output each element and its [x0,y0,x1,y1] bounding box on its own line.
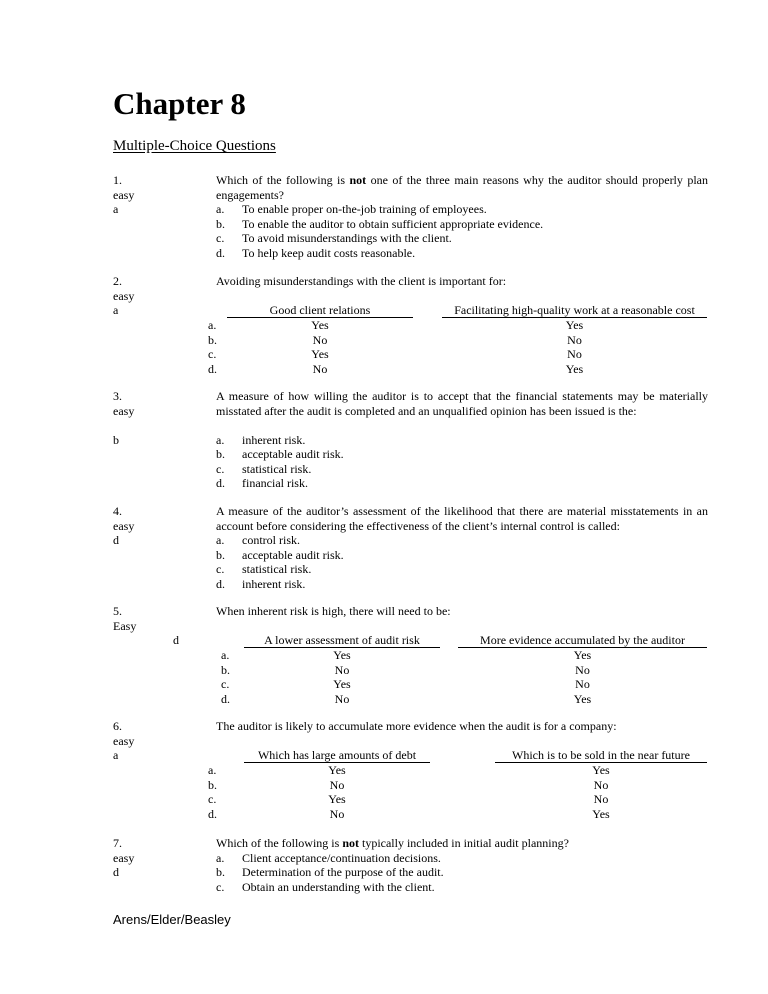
row-letter: d. [208,361,217,376]
question-number: 2. [113,274,122,288]
option: b. acceptable audit risk. [216,547,344,562]
table-cell: Yes [573,691,592,706]
column-header: A lower assessment of audit risk [244,633,440,648]
question-answer: d [173,633,179,647]
question-number: 1. [113,173,122,187]
option: a. Client acceptance/continuation decisions. [216,850,441,865]
section-heading: Multiple-Choice Questions [113,138,276,154]
table-cell: No [334,691,350,706]
question-stem: A measure of the auditor’s assessment of the likelihood that there are material misstatements in an account before considering the effectiveness of the client’s internal control is called: [216,504,708,533]
question-meta [113,173,203,217]
row-letter: c. [221,677,230,691]
table-cell: Yes [328,763,346,777]
row-letter: a. [221,648,230,662]
question-stem: Which of the following is not typically included in initial audit planning? [216,836,569,850]
emphasis: not [349,173,367,187]
page-title: Chapter 8 [113,86,246,121]
question-meta [113,504,203,548]
question-stem: When inherent risk is high, there will need to be: [216,604,451,618]
row-letter: a. [208,318,217,332]
table-cell: Yes [333,677,351,691]
row-letter: c. [208,347,217,361]
question-number: 4. [113,504,122,518]
table-cell: No [575,677,590,691]
question-meta [113,274,203,318]
question-difficulty: Easy [113,618,137,633]
question-answer: a [113,748,119,762]
row-letter: d. [221,691,230,706]
question-answer: d [113,533,119,547]
question-answer: d [113,865,119,879]
table-cell: Yes [311,347,329,361]
column-header: Which has large amounts of debt [244,748,430,763]
question-difficulty: easy [113,187,135,202]
question-stem: Which of the following is not one of the three main reasons why the auditor should properly plan engagements? [216,173,708,202]
table-cell: Yes [328,792,346,806]
table-cell: No [312,332,328,347]
option: c. statistical risk. [216,562,312,576]
option: c. To avoid misunderstandings with the client. [216,231,452,245]
question-number: 3. [113,389,122,403]
question-answer: a [113,303,119,317]
question-number: 5. [113,604,122,618]
question-meta [113,836,203,880]
table-cell: No [567,347,582,361]
question-meta [113,389,203,447]
table-cell: No [329,777,345,792]
option: c. Obtain an understanding with the client. [216,879,435,894]
option: a. inherent risk. [216,432,306,447]
question-meta [113,719,203,763]
table-cell: Yes [573,648,592,662]
table-cell: Yes [565,361,584,376]
table-cell: Yes [333,648,351,662]
page-footer: Arens/Elder/Beasley [113,912,231,927]
option: b. To enable the auditor to obtain sufficient appropriate evidence. [216,216,544,231]
question-stem: The auditor is likely to accumulate more evidence when the audit is for a company: [216,719,617,733]
option-list [216,851,444,895]
question-difficulty: easy [113,403,135,418]
question-difficulty: easy [113,518,135,533]
option: d. To help keep audit costs reasonable. [216,245,416,260]
column-header: More evidence accumulated by the auditor [458,633,707,648]
option: d. inherent risk. [216,576,306,591]
table-cell: Yes [592,763,610,777]
question-meta [113,604,203,633]
question-number: 7. [113,836,122,850]
row-letter: a. [208,763,217,777]
question-answer: b [113,432,119,447]
column-header: Which is to be sold in the near future [495,748,707,763]
question-stem: Avoiding misunderstandings with the client is important for: [216,274,507,288]
question-difficulty: easy [113,733,135,748]
table-cell: Yes [311,318,329,332]
question-answer: a [113,202,119,216]
column-header: Facilitating high-quality work at a reasonable cost [442,303,707,318]
question-number: 6. [113,719,122,733]
row-letter: b. [208,332,217,347]
row-letter: c. [208,792,217,806]
option: a. control risk. [216,533,300,547]
row-letter: d. [208,806,217,821]
table-cell: No [334,662,350,677]
table-cell: No [593,777,609,792]
option: c. statistical risk. [216,461,312,476]
table-cell: No [312,361,328,376]
question-stem: A measure of how willing the auditor is to accept that the financial statements may be materially misstated after the audit is completed and an unqualified opinion has been issued is the: [216,389,708,418]
option-list [216,202,543,260]
option: d. financial risk. [216,476,308,490]
row-letter: b. [221,662,230,677]
question-difficulty: easy [113,850,135,865]
option-list [216,433,344,491]
table-cell: Yes [592,806,610,821]
option-list [216,533,344,591]
table-cell: No [567,332,582,347]
table-cell: No [329,806,345,821]
column-header: Good client relations [227,303,413,318]
emphasis: not [342,836,359,850]
table-cell: Yes [565,318,584,332]
option: a. To enable proper on-the-job training of employees. [216,202,487,216]
question-difficulty: easy [113,288,135,303]
table-cell: No [593,792,609,806]
option: b. Determination of the purpose of the audit. [216,865,444,879]
row-letter: b. [208,777,217,792]
option: b. acceptable audit risk. [216,447,344,461]
table-cell: No [575,662,590,677]
